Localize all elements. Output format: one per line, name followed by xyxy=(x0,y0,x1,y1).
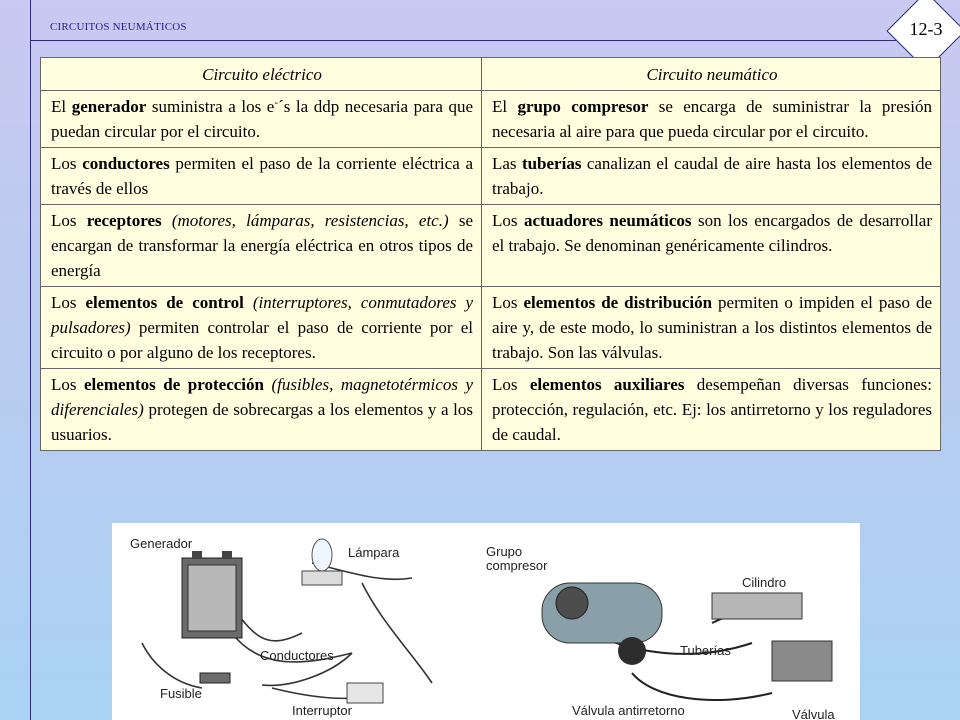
electric-cell xyxy=(41,205,482,287)
label-fusible: Fusible xyxy=(160,686,202,701)
label-interruptor: Interruptor xyxy=(292,703,352,718)
cell-text: Los xyxy=(51,211,87,230)
compressor-icon xyxy=(542,583,662,665)
term-bold: generador xyxy=(71,97,147,116)
cell-text: El xyxy=(492,97,518,116)
label-generador: Generador xyxy=(130,536,193,551)
table-row xyxy=(41,287,941,369)
cell-text: Los xyxy=(492,293,524,312)
valve-icon xyxy=(772,641,832,681)
label-tuberias: Tuberías xyxy=(680,643,731,658)
header-title: CIRCUITOS NEUMÁTICOS xyxy=(50,21,187,33)
table-header-row xyxy=(41,58,941,91)
cell-text: ´s la ddp necesaria para que puedan circular por el circuito. xyxy=(51,97,473,141)
electric-cell xyxy=(41,287,482,369)
table-row xyxy=(41,91,941,148)
top-rule xyxy=(30,40,925,41)
label-grupo-compresor: Grupo compresor xyxy=(486,544,548,573)
pneumatic-cell xyxy=(482,287,941,369)
term-bold: receptores xyxy=(86,211,162,230)
page-number: 12-3 xyxy=(909,19,943,39)
cell-text: se encargan de transformar la energía eléctrica en otros tipos de energía xyxy=(51,211,473,280)
cell-text: permiten controlar el paso de corriente por el circuito o por alguno de los receptores. xyxy=(51,318,473,362)
term-bold: grupo compresor xyxy=(517,97,649,116)
term-bold: tuberías xyxy=(521,154,582,173)
cell-text: permiten o impiden el paso de aire y, de este modo, lo suministran a los distintos elementos de trabajo. Son las válvulas. xyxy=(492,293,933,362)
term-bold: conductores xyxy=(82,154,170,173)
cell-text: se encarga de suministrar la presión necesaria al aire para que pueda circular por el circuito. xyxy=(492,97,932,141)
cell-text xyxy=(244,293,253,312)
table-row xyxy=(41,369,941,451)
table-row xyxy=(41,205,941,287)
lamp-icon xyxy=(302,539,342,585)
label-valvula: Válvula xyxy=(792,707,835,720)
cell-text: Los xyxy=(492,211,524,230)
switch-icon xyxy=(347,683,383,703)
cell-text: Los xyxy=(51,154,83,173)
comparison-table xyxy=(40,57,941,451)
term-bold: actuadores neumáticos xyxy=(523,211,692,230)
cylinder-icon xyxy=(712,593,802,619)
electric-cell xyxy=(41,91,482,148)
pneumatic-cell xyxy=(482,91,941,148)
label-valvula-antirretorno: Válvula antirretorno xyxy=(572,703,685,718)
generator-battery-icon xyxy=(182,551,242,638)
header-pneumatic-circuit: Circuito neumático xyxy=(482,58,941,91)
cell-text: El xyxy=(51,97,72,116)
cell-text: suministra a los e xyxy=(146,97,275,116)
cell-text: son los encargados de desarrollar el trabajo. Se denominan genéricamente cilindros. xyxy=(492,211,933,255)
circuit-illustration xyxy=(112,523,860,720)
examples-italic: (interruptores, conmutadores y pulsadores) xyxy=(51,293,474,337)
left-rule xyxy=(30,0,31,720)
term-bold: elementos de distribución xyxy=(523,293,713,312)
cell-text: Las xyxy=(492,154,522,173)
table-row xyxy=(41,148,941,205)
label-conductores: Conductores xyxy=(260,648,334,663)
pneumatic-cell xyxy=(482,205,941,287)
cell-text: Los xyxy=(51,293,86,312)
term-bold: elementos de control xyxy=(85,293,244,312)
cell-text: desempeñan diversas funciones: protección, regulación, etc. Ej: los antirretorno y los reguladores de caudal. xyxy=(492,375,933,444)
cell-text: canalizan el caudal de aire hasta los elementos de trabajo. xyxy=(492,154,932,198)
examples-italic: (motores, lámparas, resistencias, etc.) xyxy=(171,211,449,230)
fuse-icon xyxy=(200,673,230,683)
electric-cell xyxy=(41,148,482,205)
cell-text: protegen de sobrecargas a los elementos y a los usuarios. xyxy=(51,400,473,444)
term-bold: elementos de protección xyxy=(84,375,264,394)
cell-text: Los xyxy=(492,375,530,394)
term-bold: elementos auxiliares xyxy=(529,375,685,394)
examples-italic: (fusibles, magnetotérmicos y diferenciales) xyxy=(51,375,474,419)
label-cilindro: Cilindro xyxy=(742,575,787,590)
cell-text xyxy=(162,211,172,230)
pneumatic-cell xyxy=(482,148,941,205)
cell-text: permiten el paso de la corriente eléctrica a través de ellos xyxy=(51,154,473,198)
pneumatic-cell xyxy=(482,369,941,451)
label-lampara: Lámpara xyxy=(348,545,400,560)
cell-text: - xyxy=(274,96,279,109)
header-electric-circuit: Circuito eléctrico xyxy=(41,58,482,91)
electric-cell xyxy=(41,369,482,451)
cell-text: Los xyxy=(51,375,85,394)
